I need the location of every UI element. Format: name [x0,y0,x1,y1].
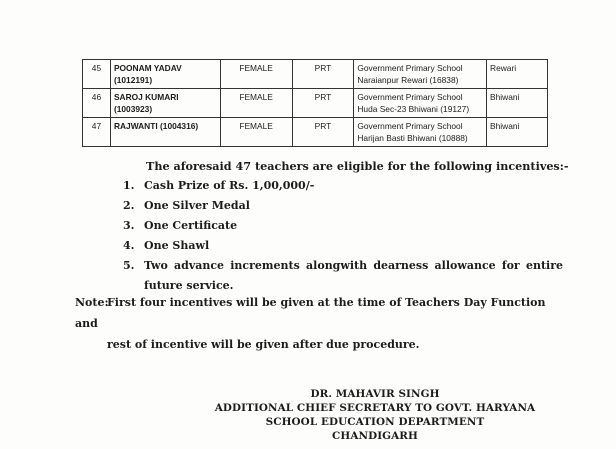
item-number: 3. [123,219,135,232]
signatory-name: DR. MAHAVIR SINGH [310,388,440,400]
note-line-2: rest of incentive will be given after due procedure. [107,338,420,351]
signatory-department: SCHOOL EDUCATION DEPARTMENT [265,416,485,428]
school-name: Government Primary School [357,63,463,73]
item-number: 2. [123,199,135,212]
teachers-table [82,59,548,147]
item-text: One Silver Medal [144,199,250,212]
teacher-name-cell [110,89,220,118]
school-location: Huda Sec-23 Bhiwani (19127) [357,104,470,114]
gender: FEMALE [220,60,292,89]
list-item [123,236,563,256]
note-line-1: First four incentives will be given at the time of Teachers Day Function and [75,296,546,330]
serial-number: 46 [83,89,111,118]
list-item [123,196,563,216]
teacher-name-cell [110,60,220,89]
teacher-id: (1003923) [113,104,153,114]
teacher-name: SAROJ KUMARI [113,92,179,102]
incentives-intro: The aforesaid 47 teachers are eligible for the following incentives:- [146,159,569,173]
note-paragraph [75,292,555,355]
teacher-name-cell [110,118,220,147]
school-location: Harijan Basti Bhiwani (10888) [357,133,468,143]
item-number: 1. [123,179,135,192]
table-row [83,60,548,89]
district: Bhiwani [487,118,548,147]
list-item [123,176,563,196]
school-cell [354,89,487,118]
school-name: Government Primary School [357,92,463,102]
item-number: 5. [123,259,135,272]
table-row [83,89,548,118]
post: PRT [292,60,354,89]
gender: FEMALE [220,89,292,118]
item-text: Cash Prize of Rs. 1,00,000/- [144,179,315,192]
table-row [83,118,548,147]
signature-block [200,387,550,443]
signatory-place: CHANDIGARH [332,430,418,442]
signatory-designation: ADDITIONAL CHIEF SECRETARY TO GOVT. HARYANA [214,402,536,414]
list-item [123,216,563,236]
gender: FEMALE [220,118,292,147]
item-number: 4. [123,239,135,252]
note-label: Note: [75,296,109,309]
teacher-name: RAJWANTI (1004316) [113,121,199,131]
incentives-list [123,176,563,296]
item-text: One Shawl [144,239,210,252]
teacher-name: POONAM YADAV [113,63,182,73]
serial-number: 47 [83,118,111,147]
school-cell [354,118,487,147]
school-name: Government Primary School [357,121,463,131]
post: PRT [292,89,354,118]
serial-number: 45 [83,60,111,89]
school-location: Naraianpur Rewari (16838) [357,75,459,85]
school-cell [354,60,487,89]
item-text: One Certificate [144,219,238,232]
teacher-id: (1012191) [113,75,153,85]
district: Bhiwani [487,89,548,118]
item-text: Two advance increments alongwith dearness allowance for entire future service. [144,259,563,292]
district: Rewari [487,60,548,89]
post: PRT [292,118,354,147]
list-item [123,256,563,296]
